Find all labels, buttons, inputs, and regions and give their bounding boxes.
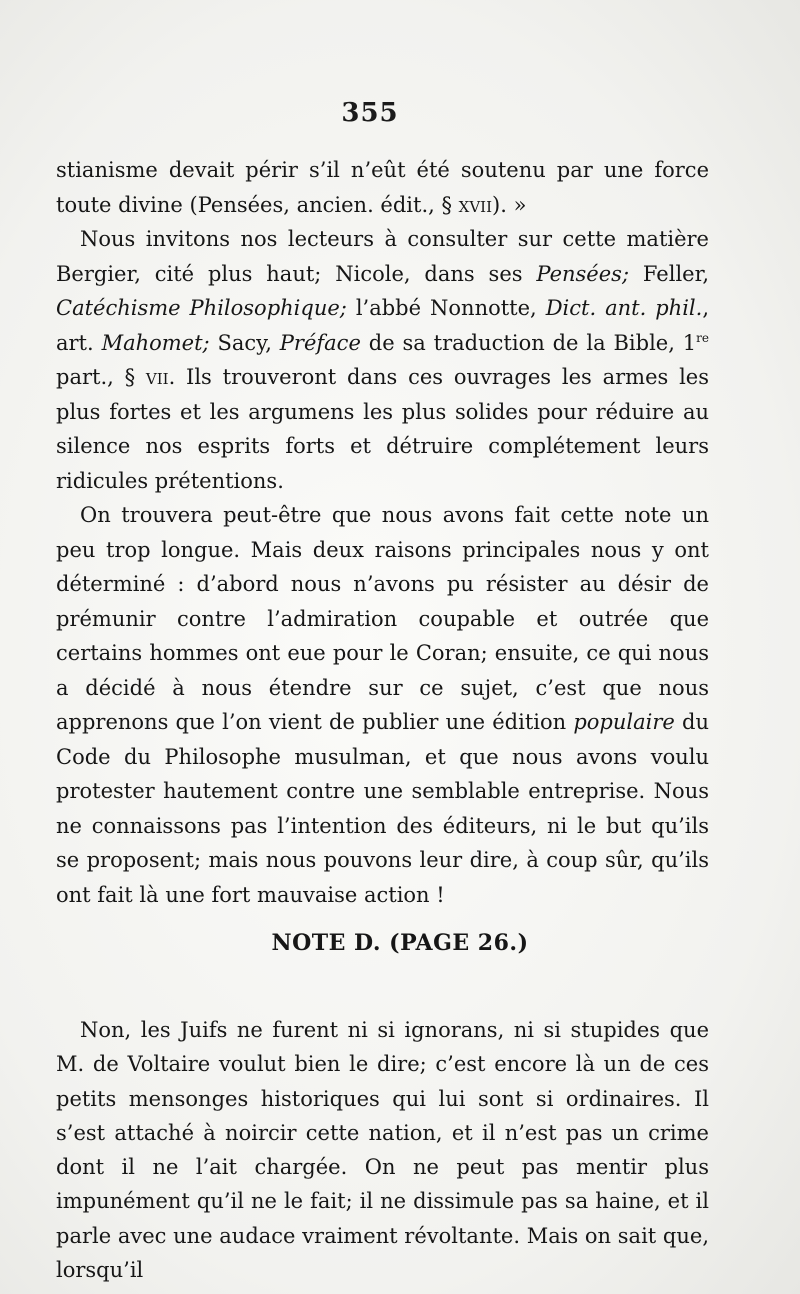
paragraph-references <box>56 222 709 498</box>
text-run: populaire <box>573 710 675 734</box>
text-run: de sa traduction de la Bible, 1 <box>360 330 697 355</box>
text-run: On trouvera peut-être que nous avons fait cette note un peu trop longue. Mais deux raisons principales nous y ont déterminé : d’abord nous n’avons pu résister au désir de prémunir contre l’admiration coupable et outrée que certains hommes ont eue pour le Coran; ensuite, ce qui nous a décidé à nous étendre sur ce sujet, c’est que nous apprenons que l’on vient de publier une édition <box>56 503 709 734</box>
page-number: 355 <box>341 98 399 128</box>
text-run: Feller, <box>629 261 709 286</box>
text-run: vii <box>145 365 169 389</box>
text-run: Sacy, <box>209 330 280 355</box>
text-run: Mahomet; <box>101 330 210 355</box>
text-run: part., § <box>56 365 146 389</box>
text-run: . Ils trouveront dans ces ouvrages les armes les plus fortes et les argumens les plus solides pour réduire au silence nos esprits forts et détruire complétement leurs ridicules prétentions. <box>56 365 709 493</box>
text-run: ). » <box>492 192 527 217</box>
note-heading: NOTE D. (PAGE 26.) <box>271 930 529 956</box>
text-run: du Code du Philosophe musulman, et que nous avons voulu protester hautement contre une semblable entreprise. Nous ne connaissons pas l’intention des éditeurs, ni le but qu’ils se proposent; mais nous pouvons leur dire, à coup sûr, qu’ils ont fait là une fort mauvaise action ! <box>56 710 709 907</box>
text-run: , art. <box>56 296 709 355</box>
text-run: Nous invitons nos lecteurs à consulter sur cette matière Bergier, cité plus haut; Nicole, dans ses <box>56 227 709 286</box>
text-run: Dict. ant. phil. <box>545 296 703 320</box>
text-run: re <box>696 330 709 345</box>
text-run: stianisme devait périr s’il n’eût été soutenu par une force toute divine (Pensées, ancien. édit., § <box>56 158 709 217</box>
body-text-section-1 <box>56 153 709 912</box>
text-run: Catéchisme Philosophique; <box>56 296 347 320</box>
paragraph-note-d <box>56 1013 709 1287</box>
text-run: Non, les Juifs ne furent ni si ignorans, ni si stupides que M. de Voltaire voulut bien le dire; c’est encore là un de ces petits mensonges historiques qui lui sont si ordinaires. Il s’est attaché à noircir cette nation, et il n’est pas un crime dont il ne l’ait chargée. On ne peut pas mentir plus impunément qu’il ne le fait; il ne dissimule pas sa haine, et il parle avec une audace vraiment révoltante. Mais on sait que, lorsqu’il <box>56 1018 709 1283</box>
paragraph-conclusion <box>56 498 709 912</box>
body-text-section-2 <box>56 1013 709 1287</box>
text-run: xvii <box>458 192 493 217</box>
text-run: Préface <box>279 330 361 355</box>
text-run: l’abbé Nonnotte, <box>346 296 546 320</box>
paragraph-continuation <box>56 153 709 222</box>
text-run: Pensées; <box>536 261 630 286</box>
